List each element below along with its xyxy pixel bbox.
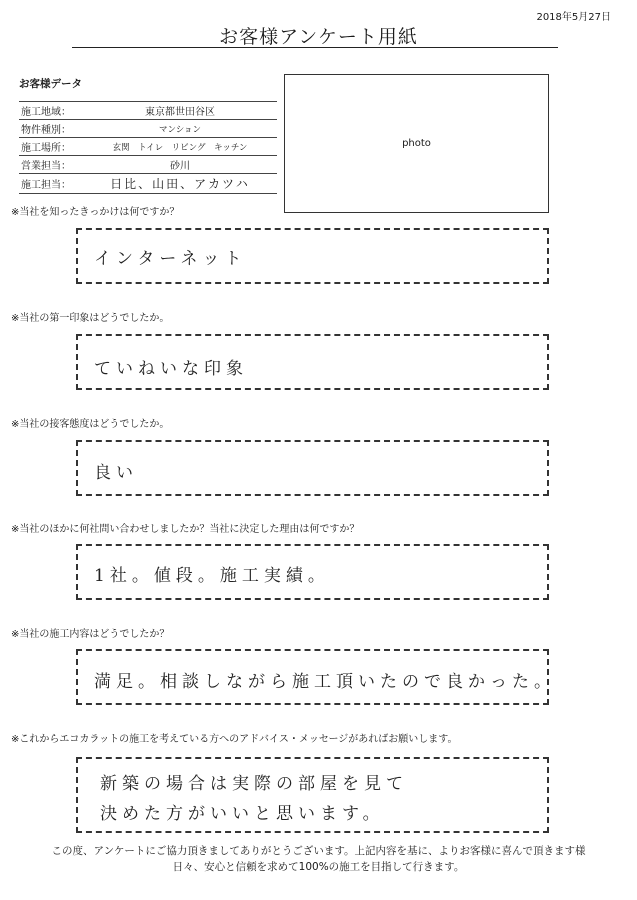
answer-text-line-2: 決めた方がいいと思います。 (100, 804, 385, 824)
customer-data-heading: お客様データ (19, 78, 82, 90)
page-title: お客様アンケート用紙 (219, 26, 418, 48)
question-how-found: ※当社を知ったきっかけは何ですか？ (11, 207, 180, 218)
info-row-area (19, 102, 277, 120)
photo-label: photo (402, 138, 431, 149)
answer-box-service-attitude (76, 440, 549, 496)
info-label: 施工地域： (21, 107, 71, 118)
info-label: 物件種別： (21, 125, 71, 136)
info-label: 施工場所： (21, 143, 71, 154)
answer-box-how-found (76, 228, 549, 284)
title-underline (72, 47, 558, 48)
answer-text: 1社。値段。施工実績。 (94, 566, 330, 586)
answer-text: 満足。相談しながら施工頂いたので良かった。 (94, 672, 556, 692)
info-row-installer (19, 174, 277, 194)
info-value-handwritten: 日比、山田、アカツハ (110, 177, 250, 191)
info-value: マンション (158, 124, 202, 135)
survey-date: 2018年5月27日 (536, 12, 611, 23)
info-value: 玄関 トイレ リビング キッチン (112, 142, 248, 153)
info-row-property-type (19, 120, 277, 138)
info-label: 施工担当： (21, 180, 71, 191)
answer-box-first-impression (76, 334, 549, 390)
info-label: 営業担当： (21, 161, 71, 172)
question-first-impression: ※当社の第一印象はどうでしたか。 (11, 313, 170, 324)
answer-text-line-1: 新築の場合は実際の部屋を見て (100, 774, 408, 794)
customer-info-table (19, 101, 277, 194)
answer-box-other-companies (76, 544, 549, 600)
info-row-location (19, 138, 277, 156)
answer-box-advice (76, 757, 549, 833)
footer-message-line-2: 日々、安心と信頼を求めて100%の施工を目指して行きます。 (172, 861, 465, 873)
question-advice: ※これからエコカラットの施工を考えている方へのアドバイス・メッセージがあればお願いします。 (11, 734, 458, 745)
answer-box-work-quality (76, 649, 556, 705)
photo-placeholder (284, 74, 549, 213)
answer-text: ていねいな印象 (94, 359, 248, 379)
question-other-companies: ※当社のほかに何社問い合わせしましたか？当社に決定した理由は何ですか？ (11, 524, 360, 535)
answer-text: インターネット (94, 249, 247, 269)
info-value: 砂川 (170, 161, 190, 172)
question-service-attitude: ※当社の接客態度はどうでしたか。 (11, 419, 170, 430)
question-work-quality: ※当社の施工内容はどうでしたか？ (11, 629, 170, 640)
info-row-sales-rep (19, 156, 277, 174)
footer-message-line-1: この度、アンケートにご協力頂きましてありがとうございます。上記内容を基に、よりお客様に喜んで頂きます様 (51, 845, 586, 857)
answer-text: 良い (94, 463, 138, 483)
info-value: 東京都世田谷区 (145, 107, 215, 118)
